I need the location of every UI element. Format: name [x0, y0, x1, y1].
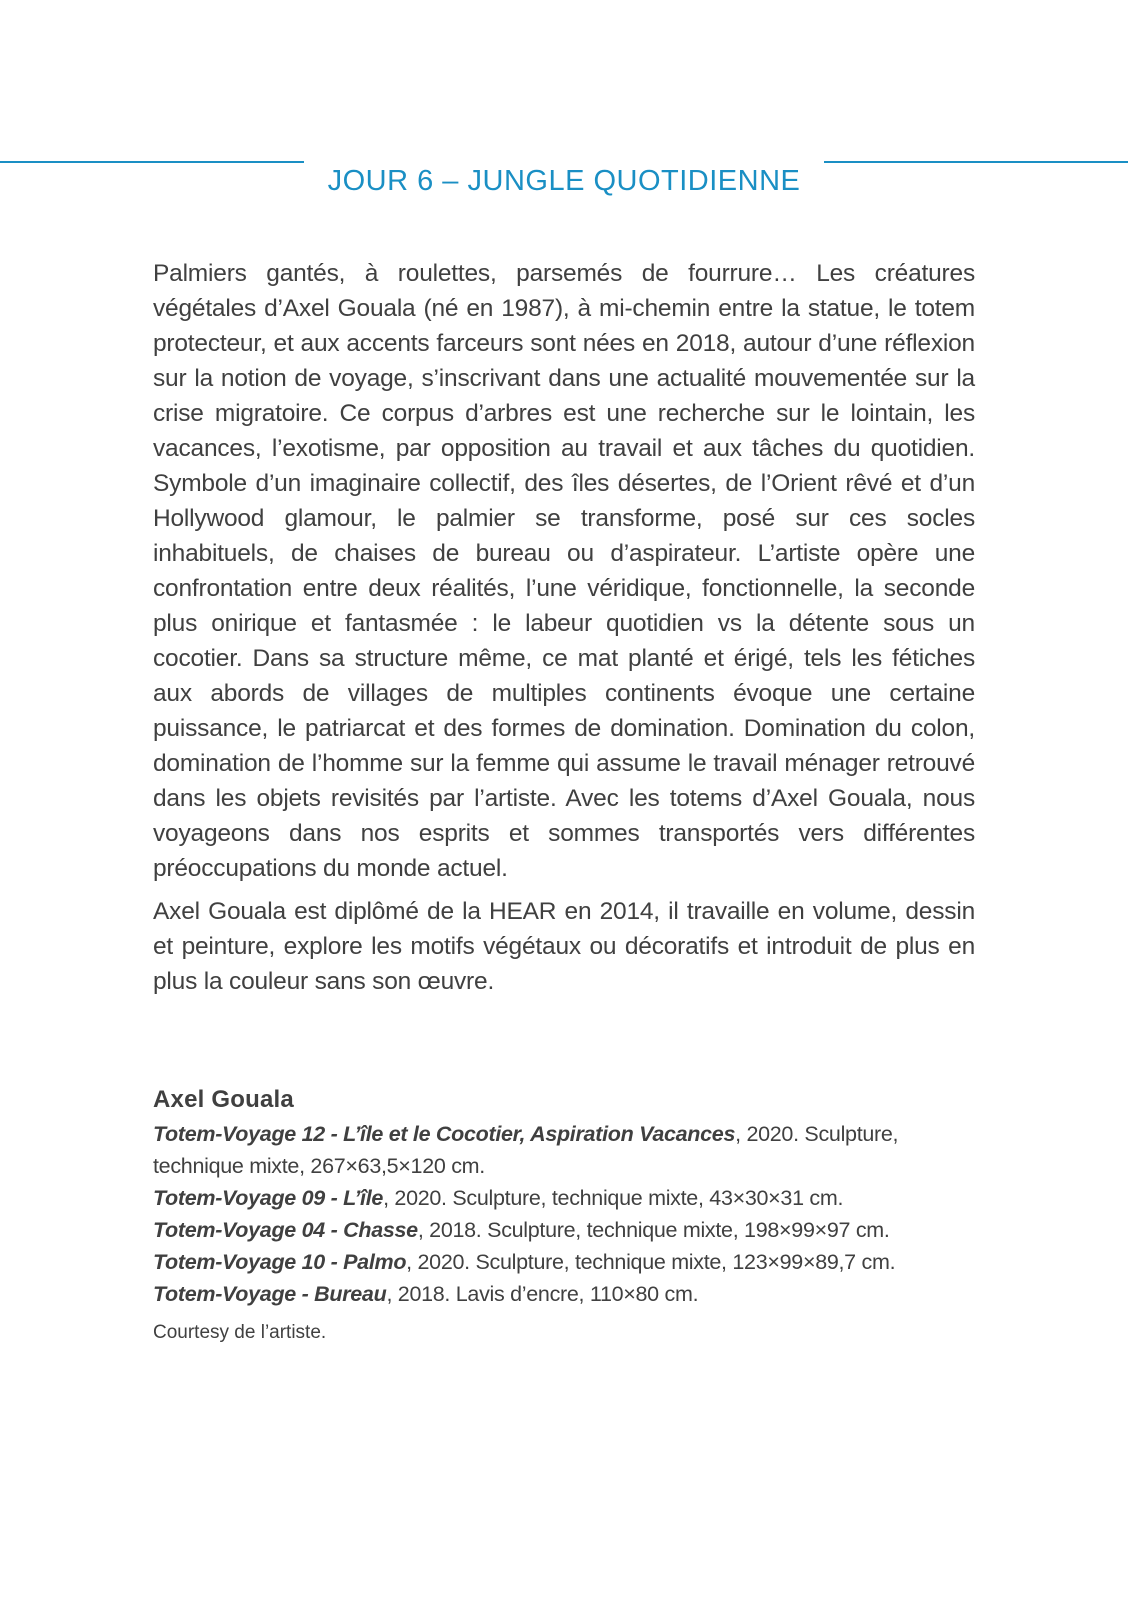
work-title: Totem-Voyage 04 - Chasse — [153, 1218, 418, 1242]
page-title: JOUR 6 – JUNGLE QUOTIDIENNE — [327, 165, 801, 198]
courtesy-note: Courtesy de l’artiste. — [153, 1322, 327, 1343]
work-item — [153, 1214, 993, 1246]
work-title: Totem-Voyage - Bureau — [153, 1282, 387, 1306]
work-details: , 2018. Sculpture, technique mixte, 198×99×97 cm. — [417, 1218, 890, 1242]
header-rule-left — [0, 161, 304, 163]
work-item — [153, 1182, 993, 1214]
header-rule-right — [824, 161, 1128, 163]
work-item — [153, 1118, 993, 1182]
work-item — [153, 1246, 993, 1278]
work-details: , 2020. Sculpture, technique mixte, 267×63,5×120 cm. — [153, 1122, 899, 1178]
section-header — [0, 142, 1128, 198]
work-details: , 2018. Lavis d’encre, 110×80 cm. — [386, 1282, 699, 1306]
paragraph-biography: Axel Gouala est diplômé de la HEAR en 2014, il travaille en volume, dessin et peinture, explore les motifs végétaux ou décoratifs et introduit de plus en plus la couleur sans son œuvre. — [153, 898, 975, 995]
work-details: , 2020. Sculpture, technique mixte, 123×99×89,7 cm. — [406, 1250, 896, 1274]
work-item — [153, 1278, 993, 1310]
work-title: Totem-Voyage 10 - Palmo — [153, 1250, 407, 1274]
work-details: , 2020. Sculpture, technique mixte, 43×30×31 cm. — [383, 1186, 844, 1210]
paragraph-description: Palmiers gantés, à roulettes, parsemés de fourrure… Les créatures végétales d’Axel Gouala (né en 1987), à mi-chemin entre la statue, le totem protecteur, et aux accents farceurs sont nées en 2018, autour d’une réflexion sur la notion de voyage, s’inscrivant dans une actualité mouvementée sur la crise migratoire. Ce corpus d’arbres est une recherche sur le lointain, les vacances, l’exotisme, par opposition au travail et aux tâches du quotidien. Symbole d’un imaginaire collectif, des îles désertes, de l’Orient rêvé et d’un Hollywood glamour, le palmier se transforme, posé sur ces socles inhabituels, de chaises de bureau ou d’aspirateur. L’artiste opère une confrontation entre deux réalités, l’une véridique, fonctionnelle, la seconde plus onirique et fantasmée : le labeur quotidien vs la détente sous un cocotier. Dans sa structure même, ce mat planté et érigé, tels les fétiches aux abords de villages de multiples continents évoque une certaine puissance, le patriarcat et des formes de domination. Domination du colon, domination de l’homme sur la femme qui assume le travail ménager retrouvé dans les objets revisités par l’artiste. Avec les totems d’Axel Gouala, nous voyageons dans nos esprits et sommes transportés vers différentes préoccupations du monde actuel. — [153, 260, 975, 882]
artwork-credits — [153, 1084, 993, 1346]
work-title: Totem-Voyage 12 - L’île et le Cocotier, Aspiration Vacances — [153, 1122, 736, 1146]
works-list — [153, 1118, 993, 1310]
artist-name: Axel Gouala — [153, 1086, 294, 1113]
body-text — [153, 256, 975, 1007]
work-title: Totem-Voyage 09 - L’île — [153, 1186, 384, 1210]
